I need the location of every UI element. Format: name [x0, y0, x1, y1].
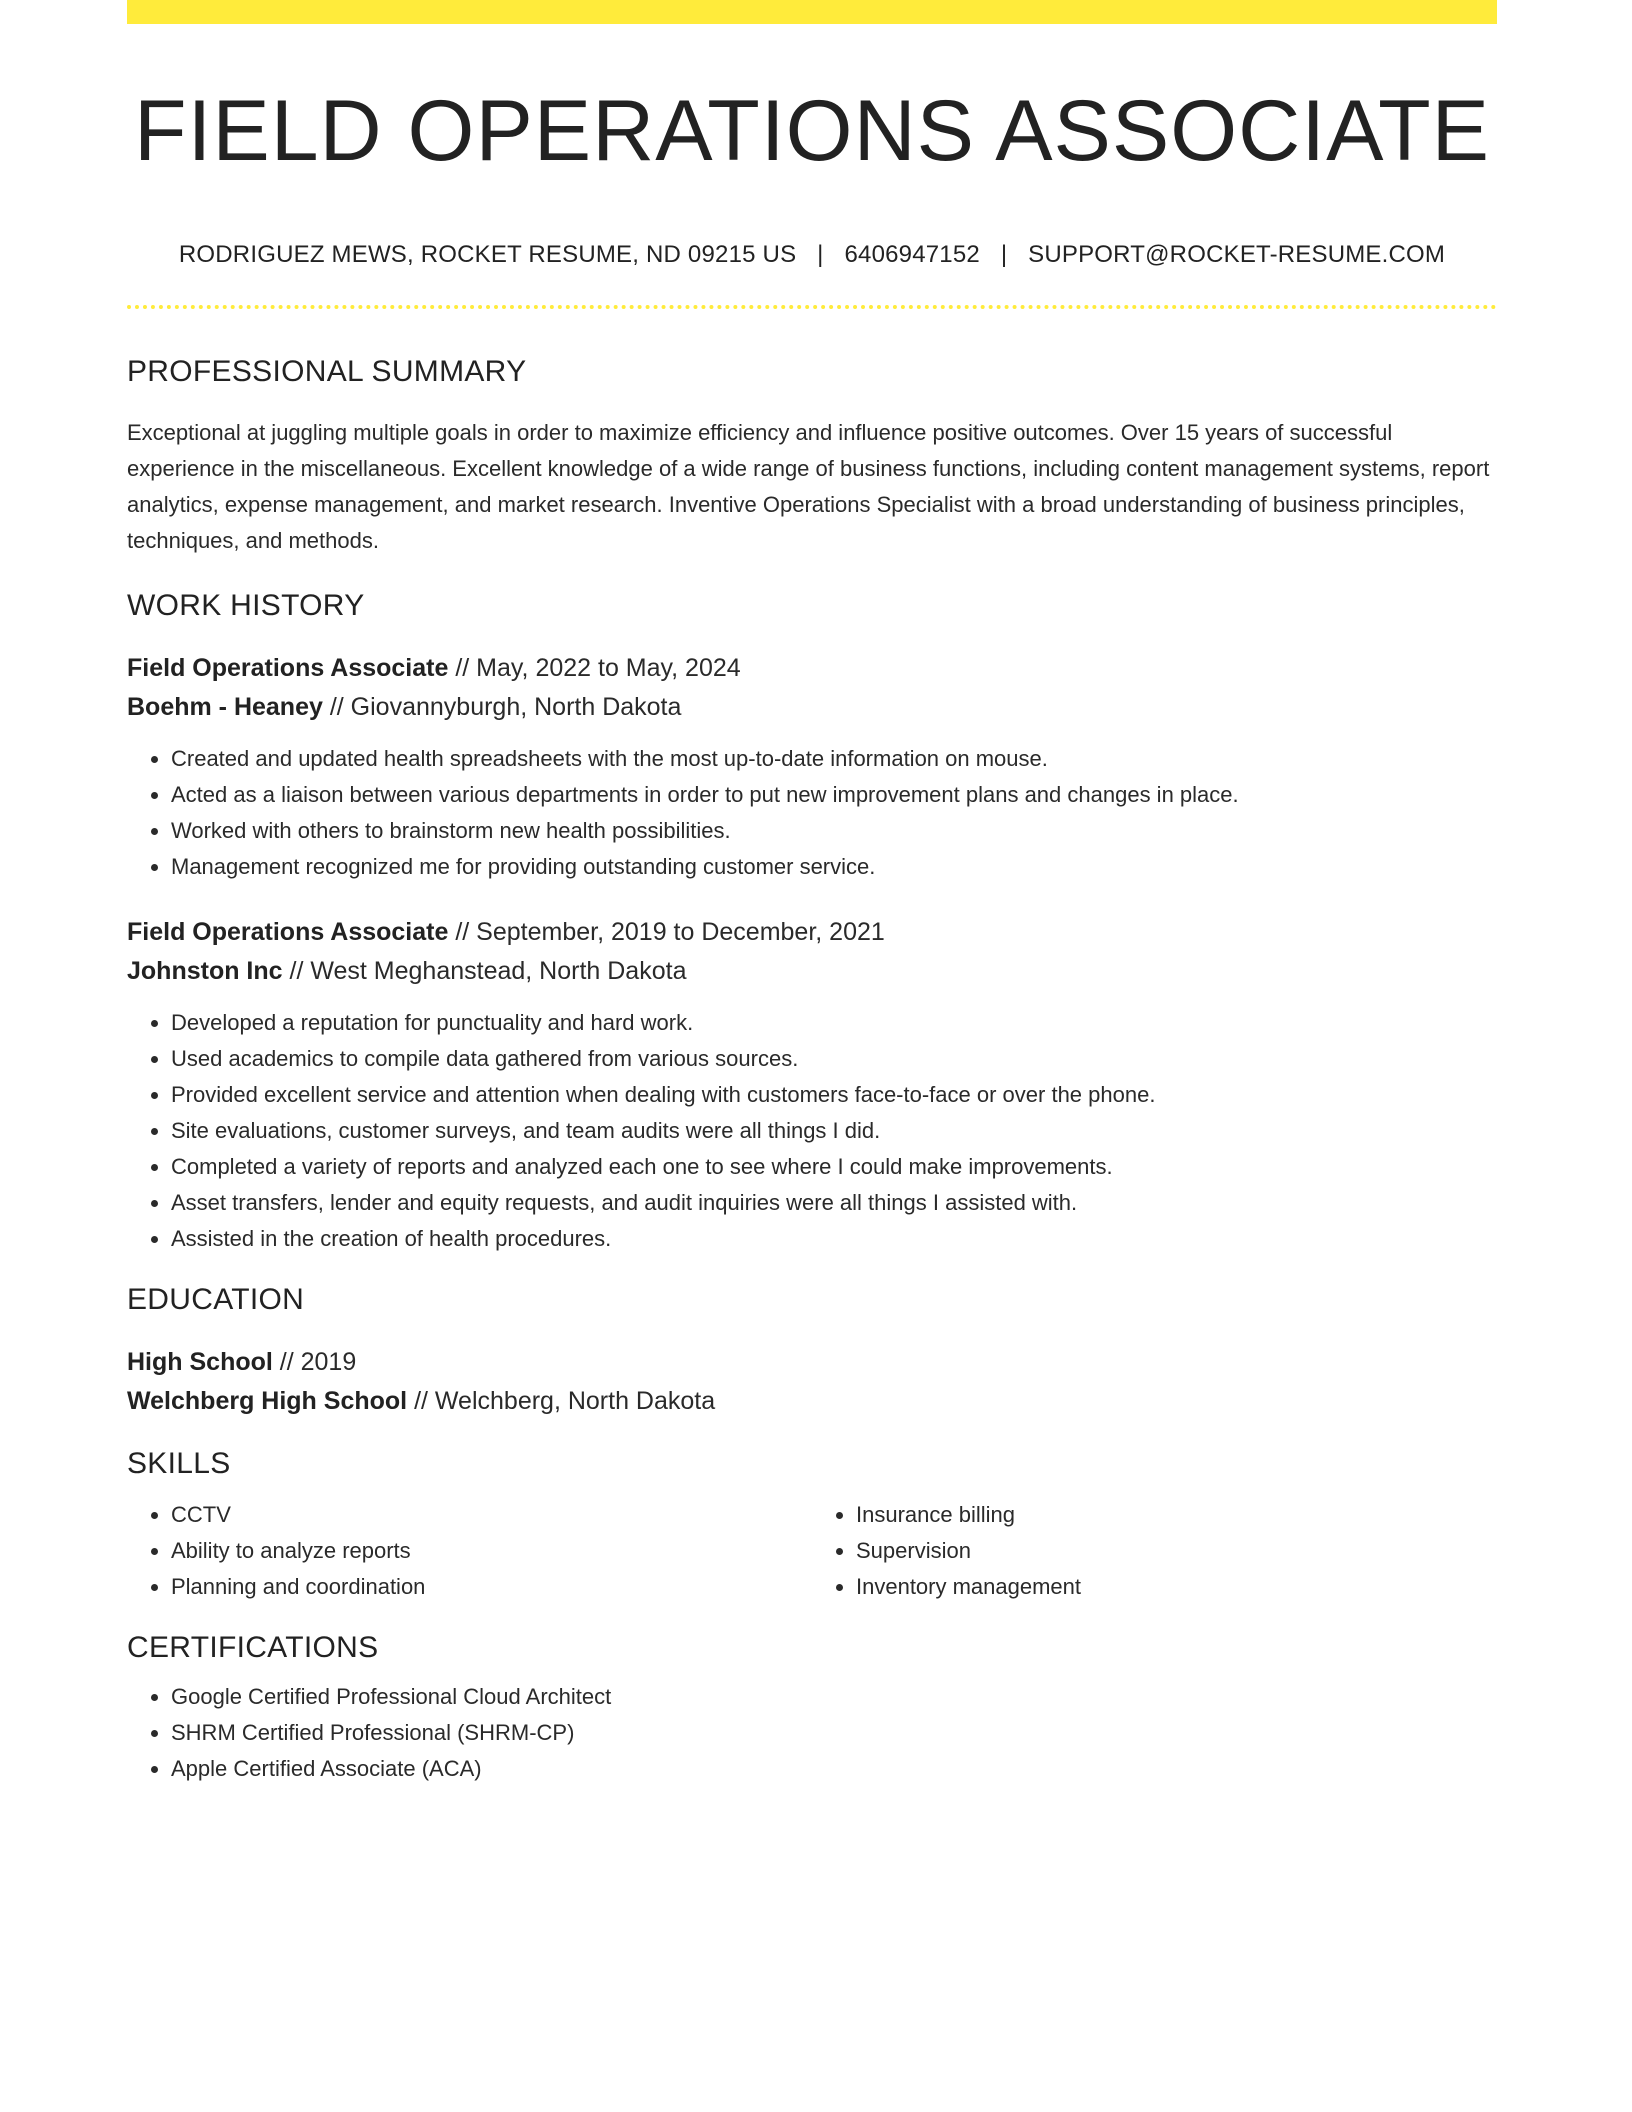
list-item: • Developed a reputation for punctuality and hard work. [171, 1005, 1497, 1041]
certifications-list [127, 1679, 1497, 1787]
list-item: • Ability to analyze reports [171, 1533, 812, 1569]
education-entry [127, 1343, 1497, 1421]
list-item: • Supervision [856, 1533, 1497, 1569]
job-company: Boehm - Heaney [127, 692, 323, 721]
job-company-line [127, 688, 1497, 727]
list-item: • Site evaluations, customer surveys, and team audits were all things I did. [171, 1113, 1497, 1149]
contact-separator: | [817, 240, 824, 268]
education-school: Welchberg High School [127, 1386, 408, 1415]
section-title-skills: SKILLS [127, 1446, 231, 1480]
list-item: • SHRM Certified Professional (SHRM-CP) [171, 1715, 1497, 1751]
resume-title: FIELD OPERATIONS ASSOCIATE [133, 83, 1491, 179]
contact-email: SUPPORT@ROCKET-RESUME.COM [1028, 240, 1446, 268]
job-dates: // September, 2019 to December, 2021 [448, 917, 885, 946]
contact-separator: | [1000, 240, 1008, 268]
section-title-certifications: CERTIFICATIONS [127, 1630, 379, 1664]
job-location: // Giovannyburgh, North Dakota [322, 692, 682, 721]
section-title-education: EDUCATION [127, 1282, 305, 1316]
list-item: • Asset transfers, lender and equity requests, and audit inquiries were all things I assisted with. [171, 1185, 1497, 1221]
skills-grid [127, 1497, 1497, 1605]
section-title-summary: PROFESSIONAL SUMMARY [127, 354, 527, 388]
list-item: • Planning and coordination [171, 1569, 812, 1605]
education-location: // Welchberg, North Dakota [407, 1386, 716, 1415]
contact-address: RODRIGUEZ MEWS, ROCKET RESUME, ND 09215 US [178, 240, 797, 268]
job-company-line [127, 952, 1497, 991]
accent-top-bar [127, 0, 1497, 24]
job-bullets [127, 741, 1497, 885]
list-item: • CCTV [171, 1497, 812, 1533]
job-role: Field Operations Associate [127, 653, 449, 682]
list-item: • Acted as a liaison between various departments in order to put new improvement plans and changes in place. [171, 777, 1497, 813]
job-bullets [127, 1005, 1497, 1257]
job-role: Field Operations Associate [127, 917, 449, 946]
list-item: • Inventory management [856, 1569, 1497, 1605]
job-role-line [127, 649, 1497, 688]
contact-phone: 6406947152 [844, 240, 980, 268]
skills-left-column [127, 1497, 812, 1605]
list-item: • Google Certified Professional Cloud Architect [171, 1679, 1497, 1715]
list-item: • Provided excellent service and attention when dealing with customers face-to-face or over the phone. [171, 1077, 1497, 1113]
job-role-line [127, 913, 1497, 952]
education-degree: High School [127, 1347, 273, 1376]
job-entry [127, 649, 1497, 885]
list-item: • Management recognized me for providing outstanding customer service. [171, 849, 1497, 885]
list-item: • Apple Certified Associate (ACA) [171, 1751, 1497, 1787]
education-year: // 2019 [272, 1347, 357, 1376]
dotted-divider [127, 305, 1497, 309]
list-item: • Worked with others to brainstorm new health possibilities. [171, 813, 1497, 849]
resume-page [127, 0, 1497, 1787]
list-item: • Used academics to compile data gathered from various sources. [171, 1041, 1497, 1077]
section-title-work-history: WORK HISTORY [127, 588, 365, 622]
job-entry [127, 913, 1497, 1257]
skills-right-column [812, 1497, 1497, 1605]
list-item: • Created and updated health spreadsheets with the most up-to-date information on mouse. [171, 741, 1497, 777]
contact-line [127, 241, 1497, 269]
job-location: // West Meghanstead, North Dakota [282, 956, 687, 985]
education-degree-line [127, 1343, 1497, 1382]
list-item: • Assisted in the creation of health procedures. [171, 1221, 1497, 1257]
list-item: • Insurance billing [856, 1497, 1497, 1533]
job-dates: // May, 2022 to May, 2024 [448, 653, 741, 682]
education-school-line [127, 1382, 1497, 1421]
list-item: • Completed a variety of reports and analyzed each one to see where I could make improvements. [171, 1149, 1497, 1185]
summary-text: Exceptional at juggling multiple goals in order to maximize efficiency and influence positive outcomes. Over 15 years of successful experience in the miscellaneous. Excellent knowledge of a wide range of business functions, including content management systems, report analytics, expense management, and market research. Inventive Operations Specialist with a broad understanding of business principles, techniques, and methods. [127, 419, 1490, 553]
job-company: Johnston Inc [127, 956, 283, 985]
